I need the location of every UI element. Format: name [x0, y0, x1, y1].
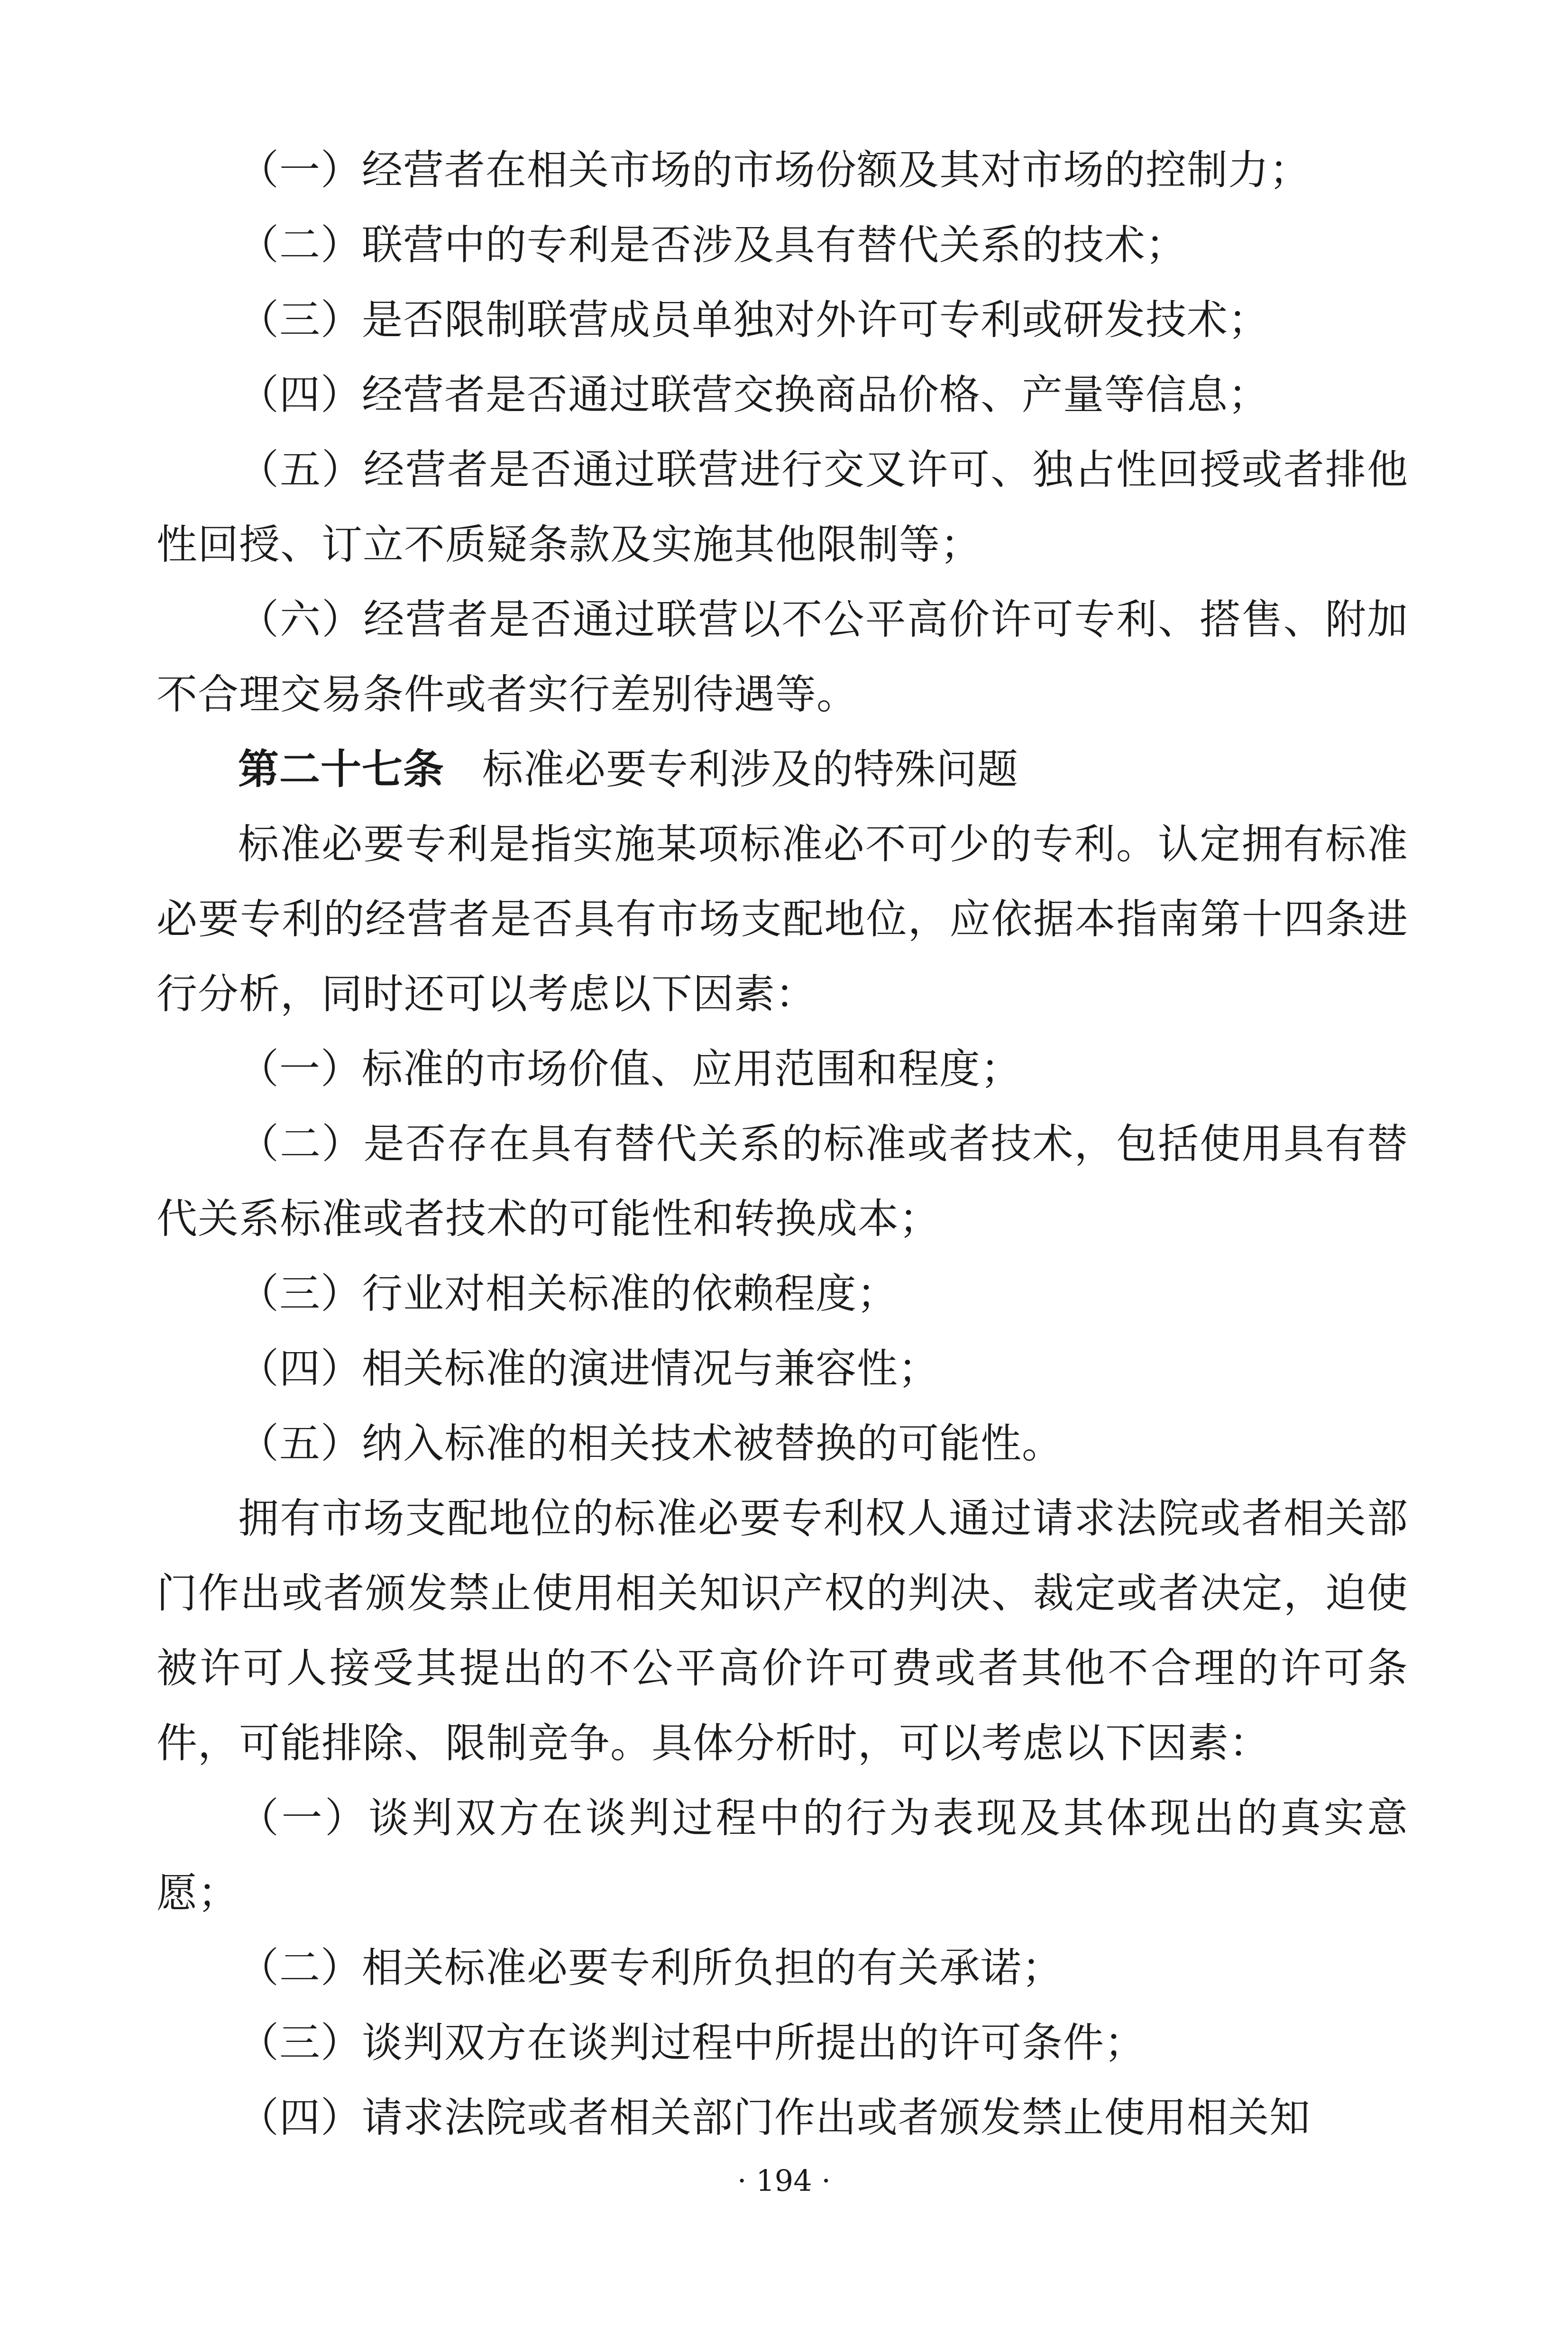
article-heading: [156, 732, 1408, 807]
paragraph-consideration-1: （一）谈判双方在谈判过程中的行为表现及其体现出的真实意愿；: [156, 1794, 1408, 1917]
paragraph-factor-2: （二）是否存在具有替代关系的标准或者技术，包括使用具有替代关系标准或者技术的可能性和转换成本；: [156, 1120, 1408, 1243]
paragraph-factor-4: （四）相关标准的演进情况与兼容性；: [238, 1345, 939, 1392]
paragraph-injunction: 拥有市场支配地位的标准必要专利权人通过请求法院或者相关部门作出或者颁发禁止使用相关知识产权的判决、裁定或者决定，迫使被许可人接受其提出的不公平高价许可费或者其他不合理的许可条件，可能排除、限制竞争。具体分析时，可以考虑以下因素：: [156, 1495, 1408, 1767]
paragraph-item-5: （五）经营者是否通过联营进行交叉许可、独占性回授或者排他性回授、订立不质疑条款及实施其他限制等；: [156, 446, 1408, 568]
paragraph-definition: 标准必要专利是指实施某项标准必不可少的专利。认定拥有标准必要专利的经营者是否具有市场支配地位，应依据本指南第十四条进行分析，同时还可以考虑以下因素：: [156, 821, 1408, 1018]
paragraph-item-6: （六）经营者是否通过联营以不公平高价许可专利、搭售、附加不合理交易条件或者实行差别待遇等。: [156, 596, 1408, 718]
paragraph-consideration-4: （四）请求法院或者相关部门作出或者颁发禁止使用相关知: [238, 2094, 1311, 2142]
paragraph-item-1: （一）经营者在相关市场的市场份额及其对市场的控制力；: [238, 146, 1311, 194]
page-body: [156, 133, 1408, 2155]
paragraph-item-3: （三）是否限制联营成员单独对外许可专利或研发技术；: [238, 296, 1269, 344]
page-number: · 194 ·: [737, 2163, 831, 2198]
paragraph-consideration-3: （三）谈判双方在谈判过程中所提出的许可条件；: [238, 2019, 1146, 2067]
paragraph-factor-5: （五）纳入标准的相关技术被替换的可能性。: [238, 1420, 1063, 1467]
paragraph-factor-3: （三）行业对相关标准的依赖程度；: [238, 1270, 898, 1318]
article-title: 标准必要专利涉及的特殊问题: [482, 746, 1018, 793]
paragraph-item-2: （二）联营中的专利是否涉及具有替代关系的技术；: [238, 221, 1187, 269]
paragraph-consideration-2: （二）相关标准必要专利所负担的有关承诺；: [238, 1944, 1063, 1992]
article-number: 第二十七条: [238, 746, 444, 793]
paragraph-factor-1: （一）标准的市场价值、应用范围和程度；: [238, 1045, 1022, 1093]
paragraph-item-4: （四）经营者是否通过联营交换商品价格、产量等信息；: [238, 371, 1269, 419]
